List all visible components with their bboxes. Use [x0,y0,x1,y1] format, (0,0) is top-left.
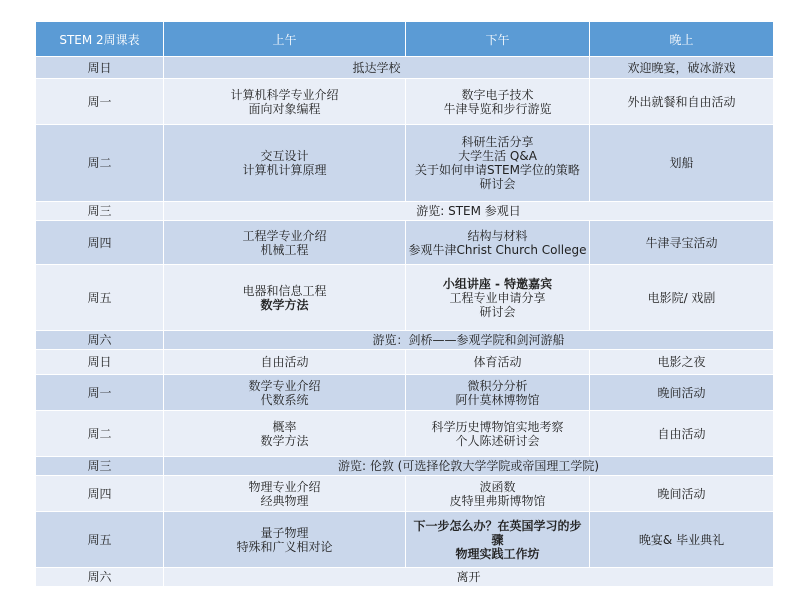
afternoon-cell: 科研生活分享 大学生活 Q&A 关于如何申请STEM学位的策略 研讨会 [406,125,590,202]
table-row [36,125,774,202]
day-cell: 周六 [36,331,164,350]
day-cell: 周五 [36,512,164,568]
merged-activity-cell: 抵达学校 [164,57,590,79]
table-row [36,265,774,331]
header-afternoon: 下午 [406,22,590,57]
merged-activity-cell: 游览: STEM 参观日 [164,202,774,221]
evening-cell: 晚间活动 [590,476,774,512]
schedule-container [35,21,774,587]
table-row [36,57,774,79]
day-cell: 周二 [36,411,164,457]
header-row [36,22,774,57]
evening-cell: 牛津寻宝活动 [590,221,774,265]
day-cell: 周一 [36,79,164,125]
table-row [36,476,774,512]
morning-line-bold: 数学方法 [260,297,309,312]
header-schedule: STEM 2周课表 [36,22,164,57]
evening-cell: 晚间活动 [590,375,774,411]
day-cell: 周三 [36,202,164,221]
afternoon-cell: 下一步怎么办？在英国学习的步骤 物理实践工作坊 [406,512,590,568]
schedule-table [35,21,774,587]
afternoon-cell: 波函数 皮特里弗斯博物馆 [406,476,590,512]
day-cell: 周三 [36,457,164,476]
merged-activity-cell: 游览：剑桥——参观学院和剑河游船 [164,331,774,350]
morning-cell: 数学专业介绍 代数系统 [164,375,406,411]
evening-cell: 划船 [590,125,774,202]
table-row [36,221,774,265]
morning-line: 电器和信息工程 [242,283,327,298]
day-cell: 周四 [36,221,164,265]
morning-cell: 概率 数学方法 [164,411,406,457]
morning-cell: 计算机科学专业介绍 面向对象编程 [164,79,406,125]
merged-activity-cell: 离开 [164,568,774,587]
morning-cell [164,265,406,331]
afternoon-cell: 微积分分析 阿什莫林博物馆 [406,375,590,411]
afternoon-cell: 数字电子技术 牛津导览和步行游览 [406,79,590,125]
evening-cell: 外出就餐和自由活动 [590,79,774,125]
day-cell: 周四 [36,476,164,512]
evening-cell: 晚宴& 毕业典礼 [590,512,774,568]
table-row [36,512,774,568]
day-cell: 周二 [36,125,164,202]
morning-cell: 量子物理 特殊和广义相对论 [164,512,406,568]
table-row [36,375,774,411]
header-evening: 晚上 [590,22,774,57]
afternoon-cell [406,265,590,331]
header-morning: 上午 [164,22,406,57]
morning-cell: 工程学专业介绍 机械工程 [164,221,406,265]
day-cell: 周日 [36,57,164,79]
afternoon-line: 工程专业申请分享 研讨会 [449,290,546,319]
day-cell: 周日 [36,350,164,375]
afternoon-cell: 体育活动 [406,350,590,375]
table-row [36,457,774,476]
morning-cell: 交互设计 计算机计算原理 [164,125,406,202]
afternoon-cell: 结构与材料 参观牛津Christ Church College [406,221,590,265]
morning-cell: 自由活动 [164,350,406,375]
day-cell: 周一 [36,375,164,411]
table-row [36,79,774,125]
afternoon-cell: 科学历史博物馆实地考察 个人陈述研讨会 [406,411,590,457]
day-cell: 周五 [36,265,164,331]
table-row [36,350,774,375]
table-row [36,202,774,221]
merged-activity-cell: 游览: 伦敦 (可选择伦敦大学学院或帝国理工学院) [164,457,774,476]
evening-cell: 电影院/ 戏剧 [590,265,774,331]
table-row [36,568,774,587]
table-row [36,411,774,457]
evening-cell: 电影之夜 [590,350,774,375]
afternoon-line-bold: 小组讲座 - 特邀嘉宾 [442,276,553,291]
table-row [36,331,774,350]
morning-cell: 物理专业介绍 经典物理 [164,476,406,512]
evening-cell: 自由活动 [590,411,774,457]
day-cell: 周六 [36,568,164,587]
evening-cell: 欢迎晚宴，破冰游戏 [590,57,774,79]
